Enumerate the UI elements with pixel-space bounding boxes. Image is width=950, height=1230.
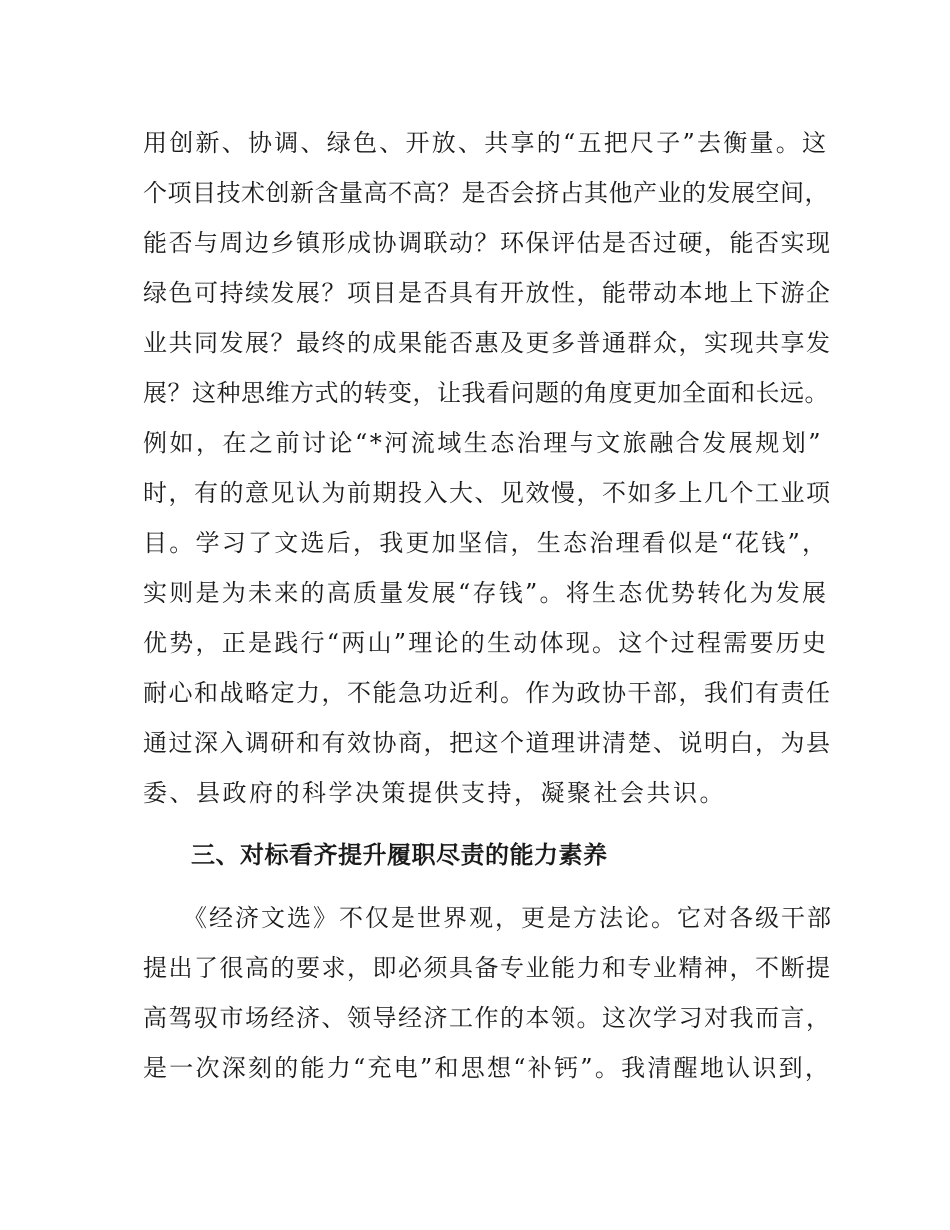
paragraph-1-line-8: 时，有的意见认为前期投入大、见效慢，不如多上几个工业项 (143, 479, 832, 507)
paragraph-1-line-1: 用创新、协调、绿色、开放、共享的“五把尺子”去衡量。这 (143, 129, 829, 157)
paragraph-1-line-2: 个项目技术创新含量高不高？是否会挤占其他产业的发展空间， (143, 179, 829, 207)
paragraph-1-line-12: 耐心和战略定力，不能急功近利。作为政协干部，我们有责任 (143, 679, 832, 707)
paragraph-2-line-2: 提出了很高的要求，即必须具备专业能力和专业精神，不断提 (143, 954, 832, 982)
paragraph-1-line-6: 展？这种思维方式的转变，让我看问题的角度更加全面和长远。 (143, 379, 829, 407)
paragraph-1-line-14: 委、县政府的科学决策提供支持，凝聚社会共识。 (143, 779, 726, 807)
paragraph-1-line-5: 业共同发展？最终的成果能否惠及更多普通群众，实现共享发 (143, 329, 832, 357)
paragraph-2-line-1: 《经济文选》不仅是世界观，更是方法论。它对各级干部 (143, 904, 833, 932)
paragraph-2-line-4: 是一次深刻的能力“充电”和思想“补钙”。我清醒地认识到， (143, 1054, 832, 1082)
paragraph-1-line-7: 例如，在之前讨论“*河流域生态治理与文旅融合发展规划” (143, 429, 824, 457)
paragraph-1-line-11: 优势，正是践行“两山”理论的生动体现。这个过程需要历史 (143, 629, 829, 657)
paragraph-1-line-3: 能否与周边乡镇形成协调联动？环保评估是否过硬，能否实现 (143, 229, 832, 257)
paragraph-1-line-9: 目。学习了文选后，我更加坚信，生态治理看似是“花钱”， (143, 529, 829, 557)
section-heading: 三、对标看齐提升履职尽责的能力素养 (191, 841, 608, 869)
paragraph-1-line-13: 通过深入调研和有效协商，把这个道理讲清楚、说明白，为县 (143, 729, 832, 757)
paragraph-1-line-10: 实则是为未来的高质量发展“存钱”。将生态优势转化为发展 (143, 579, 829, 607)
paragraph-1-line-4: 绿色可持续发展？项目是否具有开放性，能带动本地上下游企 (143, 279, 832, 307)
paragraph-2-line-3: 高驾驭市场经济、领导经济工作的本领。这次学习对我而言， (143, 1004, 832, 1032)
